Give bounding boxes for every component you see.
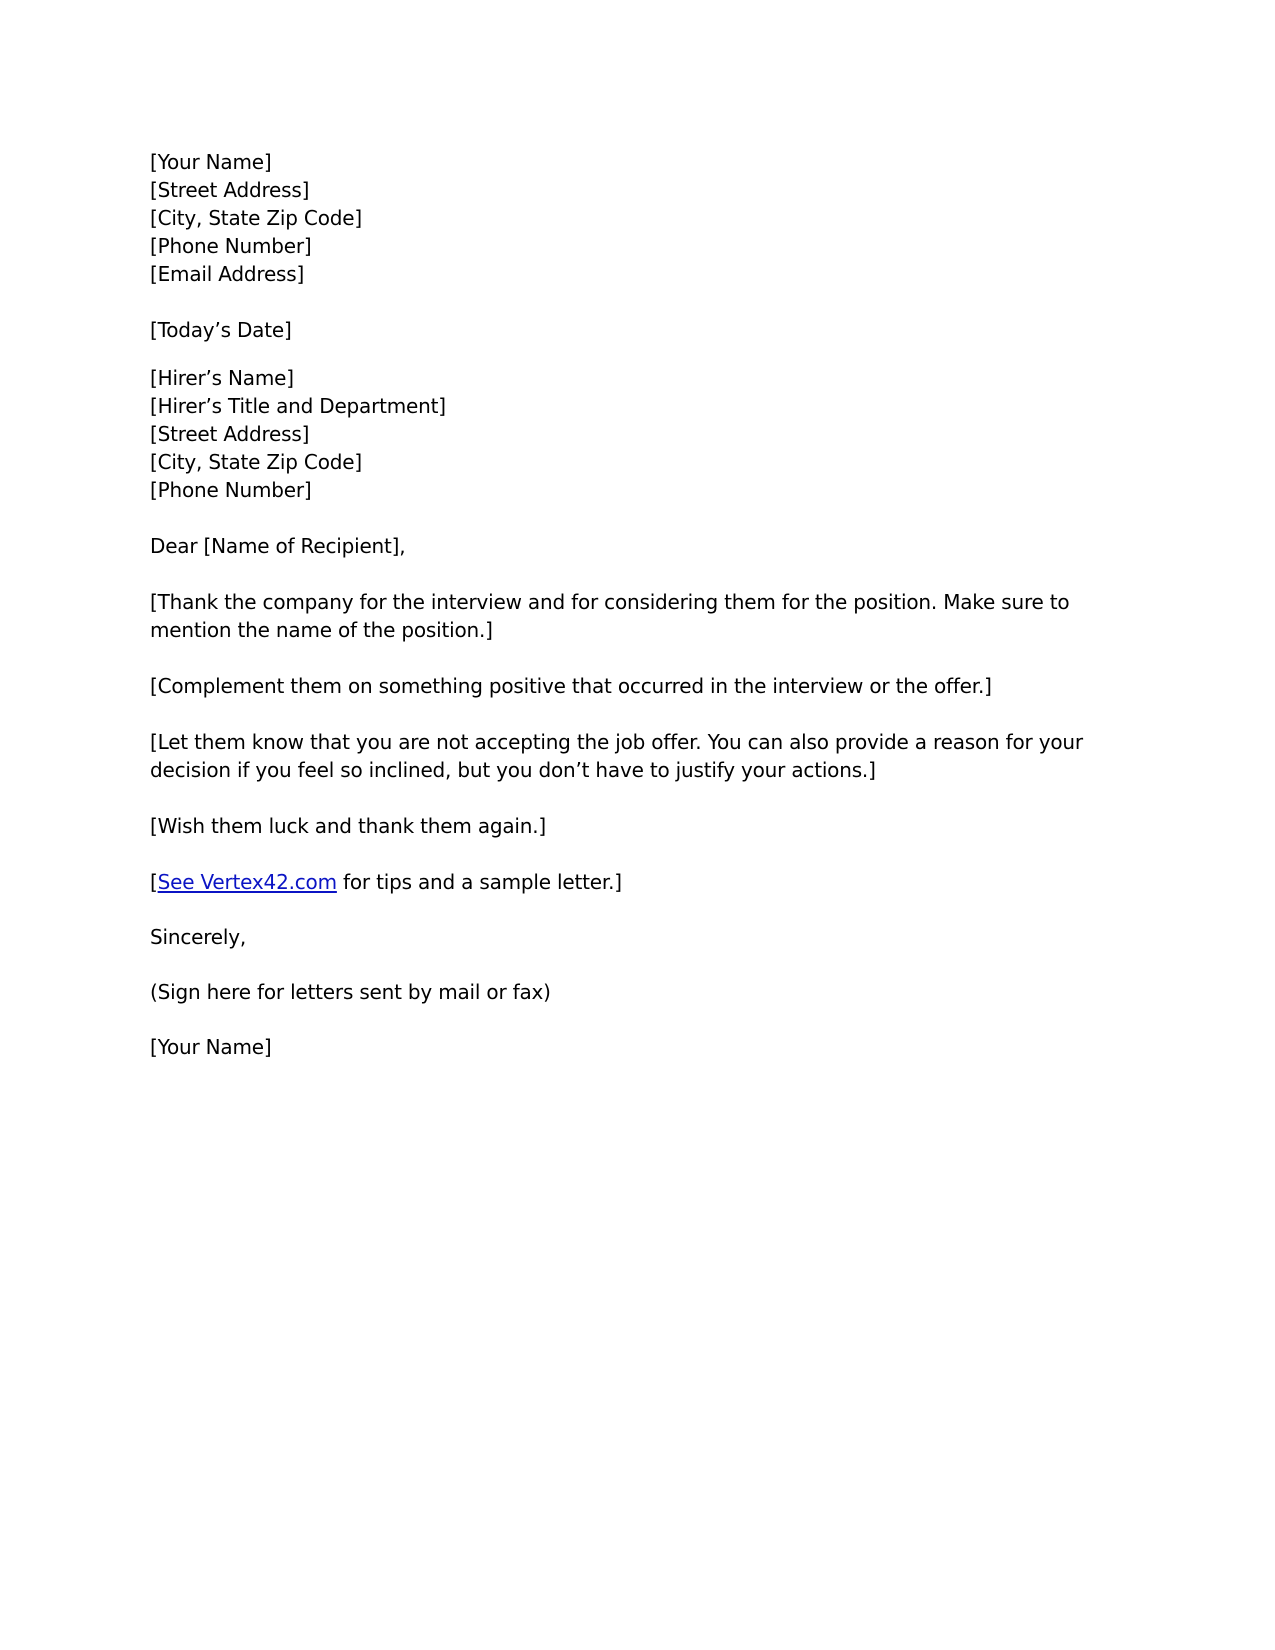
letter-date: [Today’s Date] — [150, 318, 292, 342]
signature-note-text: (Sign here for letters sent by mail or fax) — [150, 980, 551, 1004]
hirer-title: [Hirer’s Title and Department] — [150, 394, 446, 418]
hirer-city: [City, State Zip Code] — [150, 450, 362, 474]
sender-email: [Email Address] — [150, 262, 305, 286]
sender-street: [Street Address] — [150, 178, 310, 202]
paragraph-thanks: [Thank the company for the interview and for considering them for the position. Make sure to mention the name of the position.] — [150, 590, 1070, 642]
letter-body — [150, 148, 1130, 1061]
body-paragraph-4 — [150, 812, 1130, 840]
body-paragraph-2 — [150, 672, 1130, 700]
salutation — [150, 532, 1130, 560]
tip-line — [150, 868, 1130, 896]
date-block — [150, 316, 1130, 344]
salutation-text: Dear [Name of Recipient], — [150, 534, 406, 558]
signature-note — [150, 978, 1130, 1006]
body-paragraph-3 — [150, 728, 1130, 784]
hirer-phone: [Phone Number] — [150, 478, 312, 502]
signature-name-block — [150, 1033, 1130, 1061]
paragraph-wish-luck: [Wish them luck and thank them again.] — [150, 814, 547, 838]
signature-name: [Your Name] — [150, 1035, 272, 1059]
hirer-address-block — [150, 364, 1130, 504]
hirer-name: [Hirer’s Name] — [150, 366, 294, 390]
tip-rest-text: for tips and a sample letter.] — [336, 870, 622, 894]
sender-name: [Your Name] — [150, 150, 272, 174]
sender-city: [City, State Zip Code] — [150, 206, 362, 230]
sender-address-block — [150, 148, 1130, 288]
closing-text: Sincerely, — [150, 925, 247, 949]
paragraph-complement: [Complement them on something positive that occurred in the interview or the offer.] — [150, 674, 992, 698]
hirer-street: [Street Address] — [150, 422, 310, 446]
body-paragraph-1 — [150, 588, 1130, 644]
closing — [150, 923, 1130, 951]
sender-phone: [Phone Number] — [150, 234, 312, 258]
vertex42-link[interactable]: See Vertex42.com — [157, 870, 337, 894]
tip-open-bracket: [ — [150, 870, 158, 894]
paragraph-decline: [Let them know that you are not accepting the job offer. You can also provide a reason for your decision if you feel so inclined, but you don’t have to justify your actions.] — [150, 730, 1083, 782]
tip-paragraph — [150, 868, 1130, 896]
